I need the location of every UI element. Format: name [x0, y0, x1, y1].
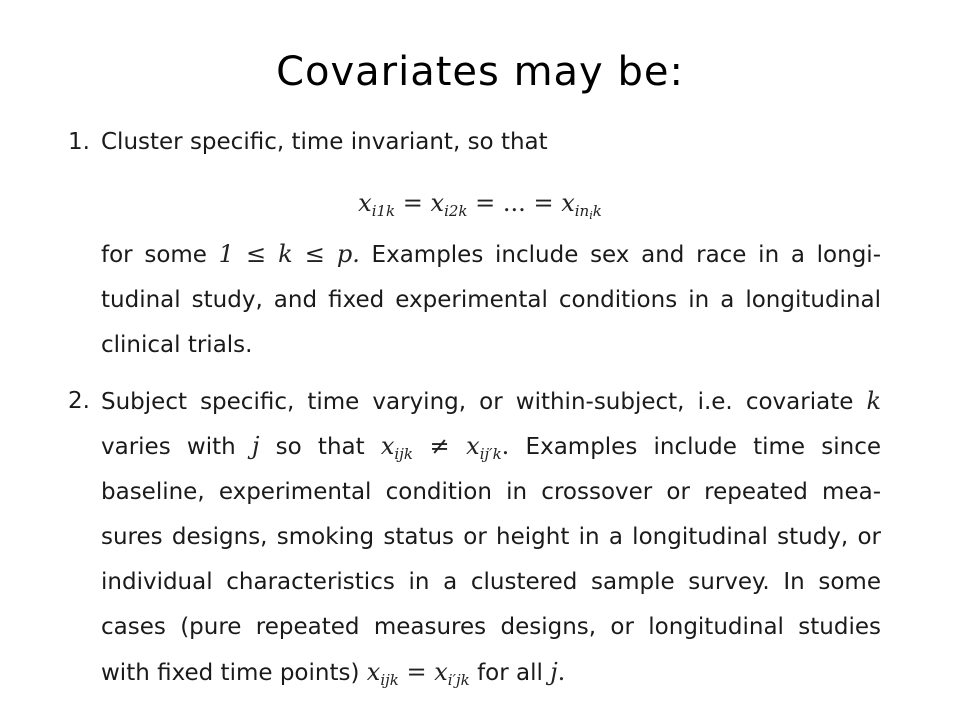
item-1-equation: $x_{i1k} = x_{i2k}$ = ... = $x_{in_ik}$	[358, 189, 602, 222]
item-1-number: 1.	[68, 129, 90, 155]
item-2-line-4: sures designs, smoking status or height in a longitudinal study, or	[101, 524, 881, 550]
item-1-heading: Cluster specific, time invariant, so that	[101, 129, 548, 155]
item-1-line-2: for some 1 ≤ k ≤ p. Examples include sex and race in a longi-	[101, 240, 881, 268]
slide-title: Covariates may be:	[276, 49, 684, 95]
item-1-line-3: tudinal study, and fixed experimental conditions in a longitudinal	[101, 287, 881, 313]
item-2-number: 2.	[68, 388, 90, 414]
item-2-line-1: Subject specific, time varying, or within-subject, i.e. covariate k	[101, 387, 881, 415]
item-2-line-2: varies with j so that $x_{ijk} \ne x_{ij'k}$. Examples include time since	[101, 432, 882, 463]
item-1-line-4: clinical trials.	[101, 332, 253, 358]
item-2-line-6: cases (pure repeated measures designs, or longitudinal studies	[101, 614, 881, 640]
item-2-line-7: with fixed time points) $x_{ijk} = x_{i'jk}$ for all j.	[101, 658, 566, 689]
item-2-line-5: individual characteristics in a clustered sample survey. In some	[101, 569, 881, 595]
item-2-line-3: baseline, experimental condition in crossover or repeated mea-	[101, 479, 881, 505]
